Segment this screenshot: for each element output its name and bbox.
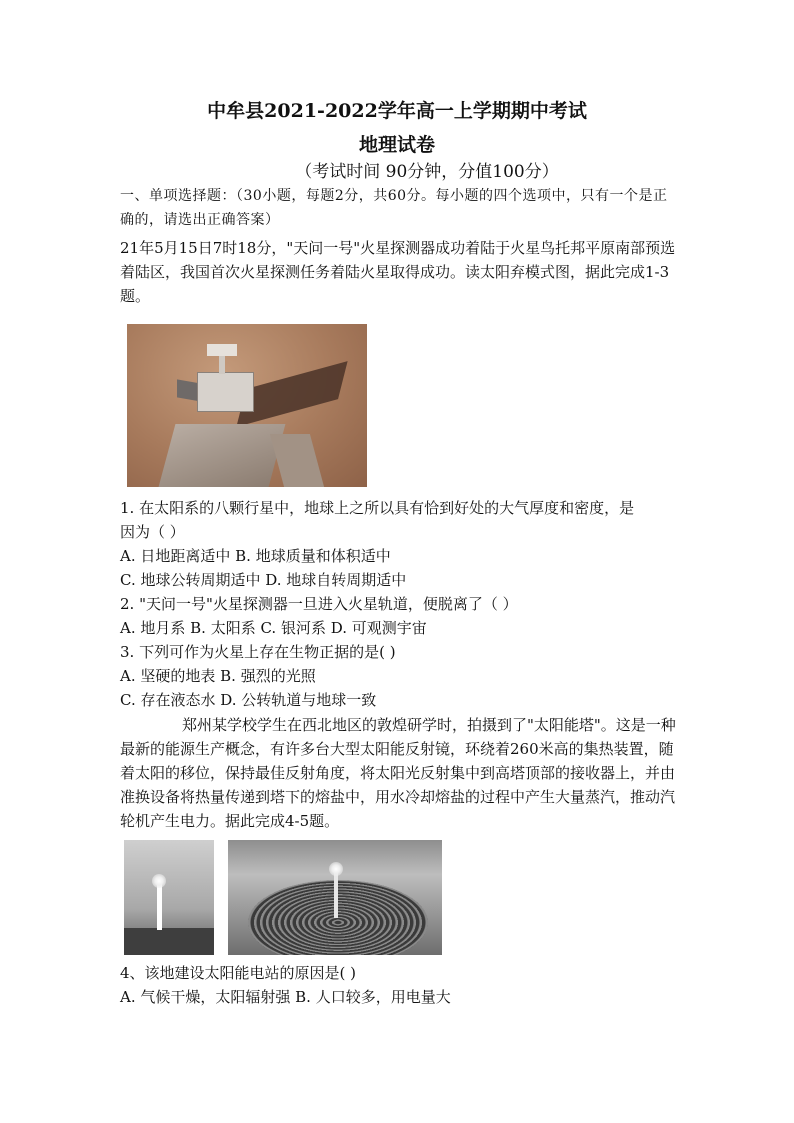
q3-options-line1: A. 坚硬的地表 B. 强烈的光照 <box>120 667 316 685</box>
q4-stem: 4、该地建设太阳能电站的原因是( ) <box>120 964 357 982</box>
passage-1: 21年5月15日7时18分，"天问一号"火星探测器成功着陆于火星鸟托邦平原南部预选着陆区，我国首次火星探测任务着陆火星取得成功。读太阳弃模式图，据此完成1-3题。 <box>120 239 676 305</box>
mars-rover-photo <box>127 324 367 487</box>
q4-options-line1: A. 气候干燥，太阳辐射强 B. 人口较多，用电量大 <box>120 988 451 1006</box>
solar-tower-night-photo <box>124 840 214 955</box>
q1-stem-line1: 1. 在太阳系的八颗行星中，地球上之所以具有恰到好处的大气厚度和密度，是 <box>120 499 635 517</box>
q1-options-line2: C. 地球公转周期适中 D. 地球自转周期适中 <box>120 571 407 589</box>
q1-options-line1: A. 日地距离适中 B. 地球质量和体积适中 <box>120 547 391 565</box>
q3-stem: 3. 下列可作为火星上存在生物正据的是( ) <box>120 643 396 661</box>
q2-stem: 2. "天问一号"火星探测器一旦进入火星轨道，便脱离了（ ） <box>120 595 518 613</box>
exam-info: （考试时间 90分钟，分值100分） <box>295 162 559 182</box>
subject-title: 地理试卷 <box>358 134 435 156</box>
q3-options-line2: C. 存在液态水 D. 公转轨道与地球一致 <box>120 691 377 709</box>
section-heading: 一、单项选择题：（30小题，每题2分，共60分。每小题的四个选项中，只有一个是正确的，请选出正确答案） <box>120 188 668 228</box>
solar-tower-field-photo <box>228 840 442 955</box>
exam-title: 中牟县2021-2022学年高一上学期期中考试 <box>207 100 587 122</box>
q2-options: A. 地月系 B. 太阳系 C. 银河系 D. 可观测宇宙 <box>120 619 427 637</box>
passage-2: 郑州某学校学生在西北地区的敦煌研学时，拍摄到了"太阳能塔"。这是一种最新的能源生产概念，有许多台大型太阳能反射镜，环绕着260米高的集热装置，随着太阳的移位，保持最佳反射角度，将太阳光反射集中到高塔顶部的接收器上，并由准换设备将热量传递到塔下的熔盐中，用水冷却熔盐的过程中产生大量蒸汽，推动汽轮机产生电力。据此完成4-5题。 <box>120 716 676 830</box>
q1-stem-line2: 因为（ ） <box>120 523 185 541</box>
